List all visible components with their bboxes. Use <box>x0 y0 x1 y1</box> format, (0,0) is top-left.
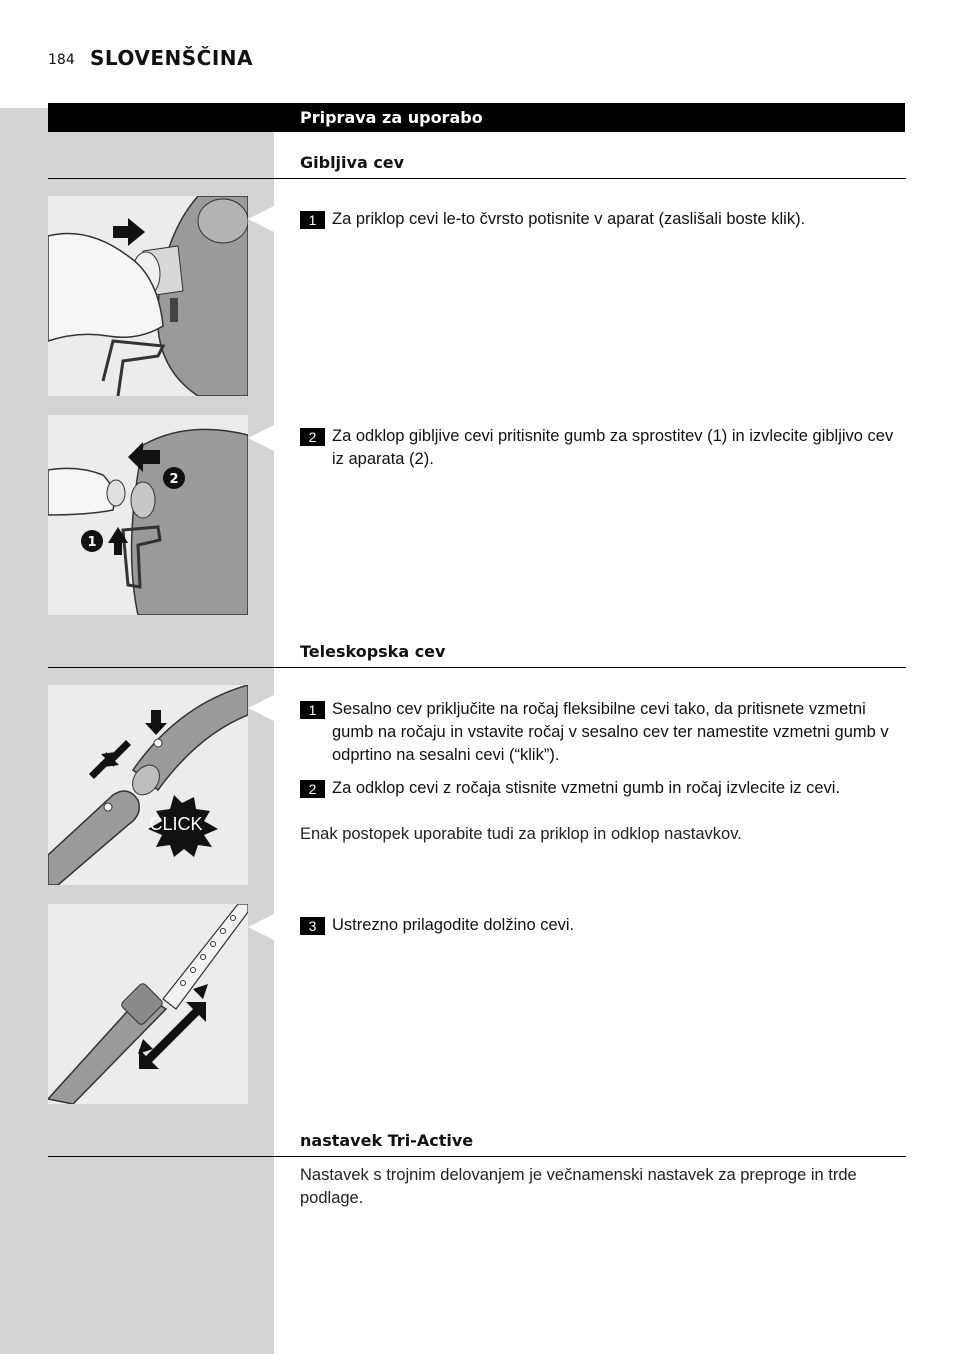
subheading-flexible-hose: Gibljiva cev <box>300 153 405 172</box>
divider-rule <box>48 1156 906 1157</box>
step-item <box>300 208 900 231</box>
figure-hose-connect <box>48 196 248 396</box>
arrow-down-icon <box>145 710 167 735</box>
language-title: SLOVENŠČINA <box>90 46 254 70</box>
step-item <box>300 914 900 937</box>
callout-notch <box>248 425 274 451</box>
step-text: Za priklop cevi le-to čvrsto potisnite v aparat (zaslišali boste klik). <box>332 210 806 228</box>
divider-rule <box>48 178 906 179</box>
step-number: 2 <box>300 780 325 798</box>
callout-notch <box>248 695 274 721</box>
page-number: 184 <box>48 52 75 68</box>
step-text: Za odklop cevi z ročaja stisnite vzmetni gumb in ročaj izvlecite iz cevi. <box>332 779 841 797</box>
step-number: 1 <box>300 211 325 229</box>
callout-1-label: 1 <box>87 535 97 550</box>
push-arrow-icon <box>113 218 145 246</box>
click-label: CLICK <box>149 814 203 834</box>
step-text: Ustrezno prilagodite dolžino cevi. <box>332 916 575 934</box>
step-item <box>300 698 900 767</box>
section-header-bar <box>48 103 905 132</box>
callout-notch <box>248 914 274 940</box>
step-number: 2 <box>300 428 325 446</box>
note-text: Enak postopek uporabite tudi za priklop in odklop nastavkov. <box>300 825 742 843</box>
figure-hose-disconnect <box>48 415 248 615</box>
step-text: Sesalno cev priključite na ročaj fleksibilne cevi tako, da pritisnete vzmetni gumb na ročaju in vstavite ročaj v sesalno cev ter namestite vzmetni gumb v odprtino na sesalni cevi (“klik”). <box>332 700 889 764</box>
subheading-telescopic-tube: Teleskopska cev <box>300 642 446 661</box>
subheading-tri-active: nastavek Tri-Active <box>300 1131 474 1150</box>
figure-tube-connect <box>48 685 248 885</box>
tri-active-description: Nastavek s trojnim delovanjem je večnamenski nastavek za preproge in trde podlage. <box>300 1166 857 1207</box>
step-number: 1 <box>300 701 325 719</box>
callout-2-label: 2 <box>169 472 179 487</box>
step-item <box>300 777 900 800</box>
step-number: 3 <box>300 917 325 935</box>
callout-notch <box>248 206 274 232</box>
divider-rule <box>48 667 906 668</box>
step-text: Za odklop gibljive cevi pritisnite gumb za sprostitev (1) in izvlecite gibljivo cev iz aparata (2). <box>332 427 894 468</box>
section-title: Priprava za uporabo <box>300 108 483 127</box>
figure-tube-length <box>48 904 248 1104</box>
step-item <box>300 425 900 471</box>
